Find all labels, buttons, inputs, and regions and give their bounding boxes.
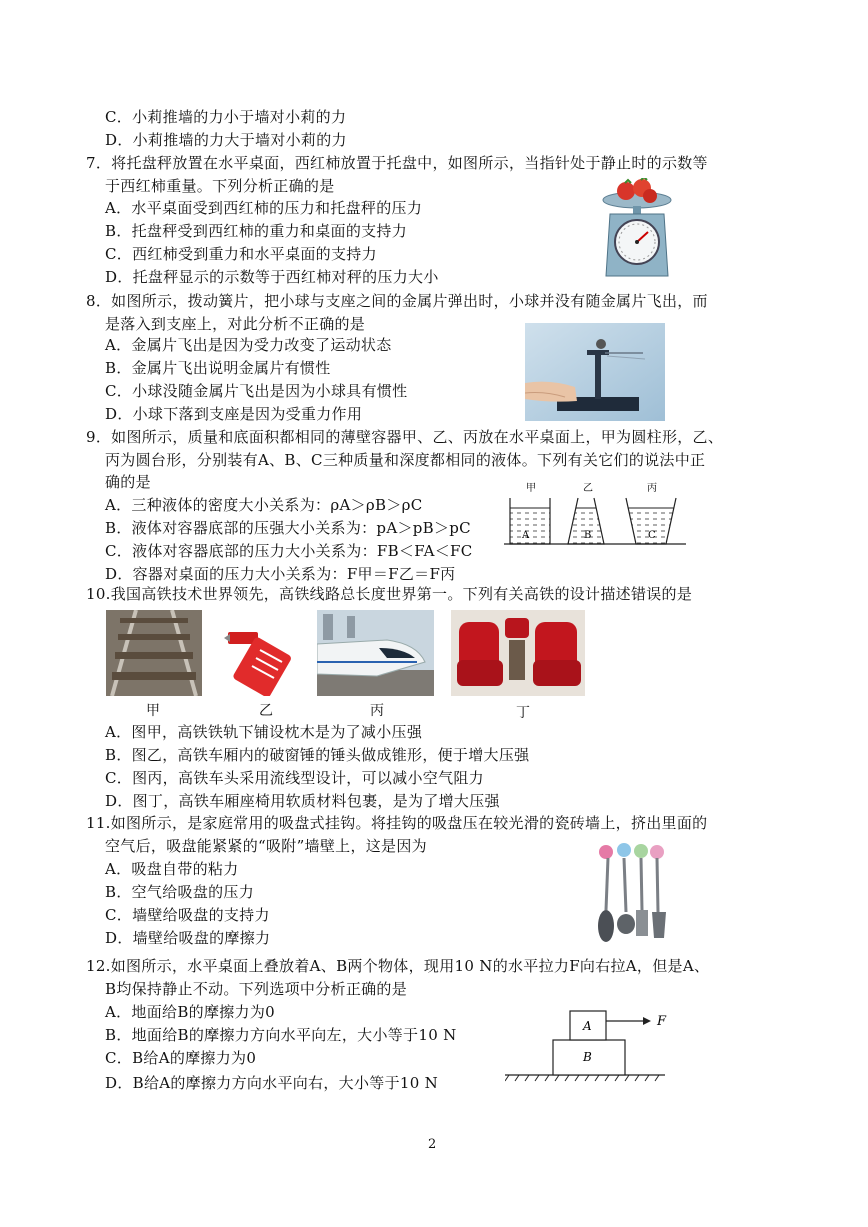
emergency-hammer-photo xyxy=(216,610,310,696)
q6-option-c: C．小莉推墙的力小于墙对小莉的力 xyxy=(105,108,347,126)
page-number: 2 xyxy=(428,1137,437,1152)
q8-option-d: D．小球下落到支座是因为受重力作用 xyxy=(105,405,363,423)
q10-option-b: B．图乙，高铁车厢内的破窗锤的锤头做成锥形，便于增大压强 xyxy=(105,746,530,764)
q10-option-a: A．图甲，高铁铁轨下铺设枕木是为了减小压强 xyxy=(105,723,423,741)
liquid-label-c: C xyxy=(648,530,656,541)
q12-option-a: A．地面给B的摩擦力为0 xyxy=(105,1003,275,1021)
stacked-blocks-diagram xyxy=(505,1003,675,1085)
photo-caption-ding: 丁 xyxy=(516,705,530,721)
photo-caption-yi: 乙 xyxy=(259,703,273,719)
q7-option-b: B．托盘秤受到西红柿的重力和桌面的支持力 xyxy=(105,222,408,240)
q9-option-a: A．三种液体的密度大小关系为：ρA＞ρB＞ρC xyxy=(105,496,423,514)
q7-option-d: D．托盘秤显示的示数等于西红柿对秤的压力大小 xyxy=(105,268,439,286)
q7-option-a: A．水平桌面受到西红柿的压力和托盘秤的压力 xyxy=(105,199,423,217)
q11-option-c: C．墙壁给吸盘的支持力 xyxy=(105,906,270,924)
photo-caption-jia: 甲 xyxy=(146,703,160,719)
q12-stem-line2: B均保持静止不动。下列选项中分析正确的是 xyxy=(105,980,408,998)
scale-with-tomatoes-figure xyxy=(598,178,676,282)
q9-stem-line1: 9．如图所示，质量和底面积都相同的薄壁容器甲、乙、丙放在水平桌面上，甲为圆柱形，乙、 xyxy=(86,428,724,446)
high-speed-train-photo xyxy=(317,610,434,696)
q10-option-c: C．图丙，高铁车头采用流线型设计，可以减小空气阻力 xyxy=(105,769,484,787)
q6-option-d: D．小莉推墙的力大于墙对小莉的力 xyxy=(105,131,347,149)
three-containers-diagram xyxy=(500,480,690,550)
q9-stem-line2: 丙为圆台形，分别装有A、B、C三种质量和深度都相同的液体。下列有关它们的说法中正 xyxy=(105,451,706,469)
q8-option-a: A．金属片飞出是因为受力改变了运动状态 xyxy=(105,336,392,354)
inertia-apparatus-photo xyxy=(525,323,665,421)
q11-option-a: A．吸盘自带的粘力 xyxy=(105,860,239,878)
q11-option-d: D．墙壁给吸盘的摩擦力 xyxy=(105,929,271,947)
q11-stem-line2: 空气后，吸盘能紧紧的“吸附”墙壁上，这是因为 xyxy=(105,837,427,855)
q11-stem-line1: 11.如图所示，是家庭常用的吸盘式挂钩。将挂钩的吸盘压在较光滑的瓷砖墙上，挤出里面的 xyxy=(86,814,708,832)
q8-stem-line1: 8．如图所示，拨动簧片，把小球与支座之间的金属片弹出时，小球并没有随金属片飞出，而 xyxy=(86,292,708,310)
q7-stem-line2: 于西红柿重量。下列分析正确的是 xyxy=(105,177,335,195)
q12-stem-line1: 12.如图所示，水平桌面上叠放着A、B两个物体，现用10 N的水平拉力F向右拉A，但是A、 xyxy=(86,957,710,975)
container-label-bing: 丙 xyxy=(647,483,657,494)
q12-option-d: D．B给A的摩擦力方向水平向右，大小等于10 N xyxy=(105,1074,439,1092)
q10-stem: 10.我国高铁技术世界领先，高铁线路总长度世界第一。下列有关高铁的设计描述错误的是 xyxy=(86,585,693,603)
block-b-label: B xyxy=(583,1050,592,1064)
q10-option-d: D．图丁，高铁车厢座椅用软质材料包裹，是为了增大压强 xyxy=(105,792,500,810)
q9-option-c: C．液体对容器底部的压力大小关系为：FB＜FA＜FC xyxy=(105,542,473,560)
force-label-f: F xyxy=(657,1014,667,1029)
q9-option-d: D．容器对桌面的压力大小关系为：F甲＝F乙＝F丙 xyxy=(105,565,456,583)
q11-option-b: B．空气给吸盘的压力 xyxy=(105,883,255,901)
q12-option-b: B．地面给B的摩擦力方向水平向左，大小等于10 N xyxy=(105,1026,457,1044)
container-label-jia: 甲 xyxy=(526,483,536,494)
q7-option-c: C．西红柿受到重力和水平桌面的支持力 xyxy=(105,245,377,263)
q8-stem-line2: 是落入到支座上，对此分析不正确的是 xyxy=(105,315,366,333)
q8-option-c: C．小球没随金属片飞出是因为小球具有惯性 xyxy=(105,382,408,400)
rail-tracks-photo xyxy=(106,610,202,696)
q8-option-b: B．金属片飞出说明金属片有惯性 xyxy=(105,359,331,377)
photo-caption-bing: 丙 xyxy=(370,703,384,719)
q12-option-c: C．B给A的摩擦力为0 xyxy=(105,1049,257,1067)
liquid-label-b: B xyxy=(584,530,592,541)
q7-stem-line1: 7．将托盘秤放置在水平桌面，西红柿放置于托盘中，如图所示，当指针处于静止时的示数等 xyxy=(86,154,708,172)
train-seats-photo xyxy=(451,610,585,696)
block-a-label: A xyxy=(583,1019,592,1033)
q9-stem-line3: 确的是 xyxy=(105,473,151,491)
q9-option-b: B．液体对容器底部的压强大小关系为：pA＞pB＞pC xyxy=(105,519,471,537)
container-label-yi: 乙 xyxy=(583,483,593,494)
liquid-label-a: A xyxy=(522,530,530,541)
suction-hooks-photo xyxy=(592,840,674,945)
